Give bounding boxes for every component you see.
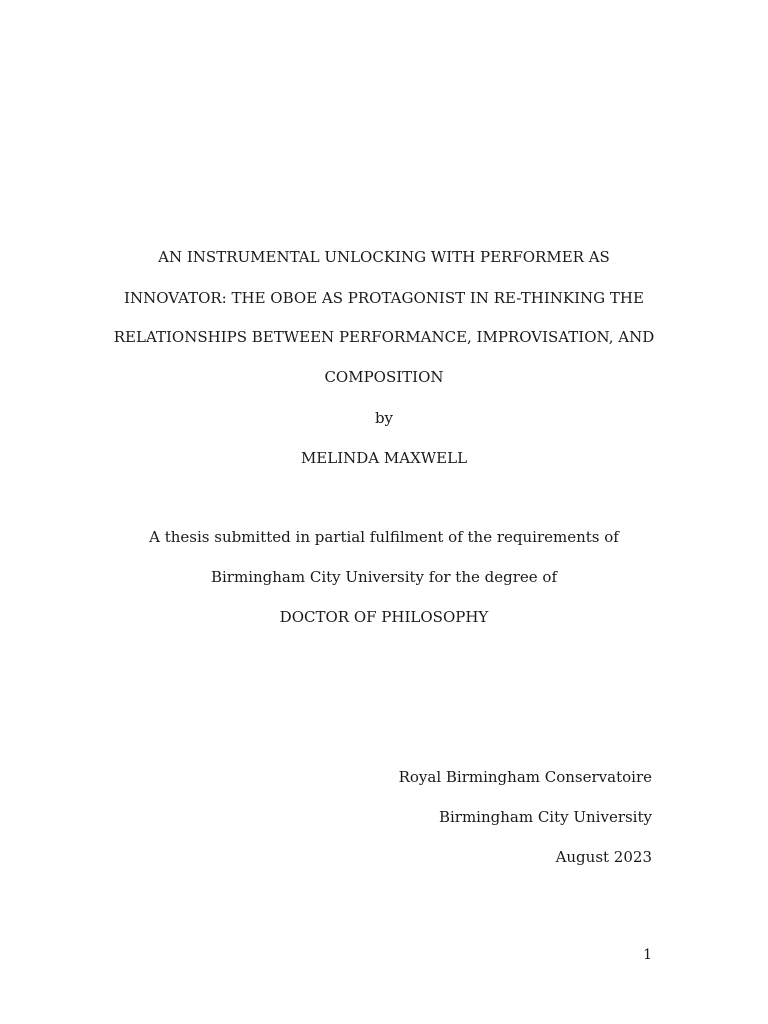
school-name: Royal Birmingham Conservatoire <box>398 768 652 786</box>
author-name: MELINDA MAXWELL <box>300 449 468 467</box>
page-number: 1 <box>643 947 652 963</box>
title-line-1: AN INSTRUMENTAL UNLOCKING WITH PERFORMER AS <box>158 248 610 266</box>
title-line-4: COMPOSITION <box>324 368 444 386</box>
title-line-2: INNOVATOR: THE OBOE AS PROTAGONIST IN RE-THINKING THE <box>124 289 644 307</box>
submission-date: August 2023 <box>555 848 652 866</box>
degree-name: DOCTOR OF PHILOSOPHY <box>279 608 489 626</box>
thesis-statement-line-2: Birmingham City University for the degree of <box>210 568 557 586</box>
by-label: by <box>374 409 394 427</box>
thesis-statement-line-1: A thesis submitted in partial fulfilment of the requirements of <box>149 528 619 546</box>
university-name: Birmingham City University <box>438 808 652 826</box>
title-line-3: RELATIONSHIPS BETWEEN PERFORMANCE, IMPROVISATION, AND <box>113 328 655 346</box>
